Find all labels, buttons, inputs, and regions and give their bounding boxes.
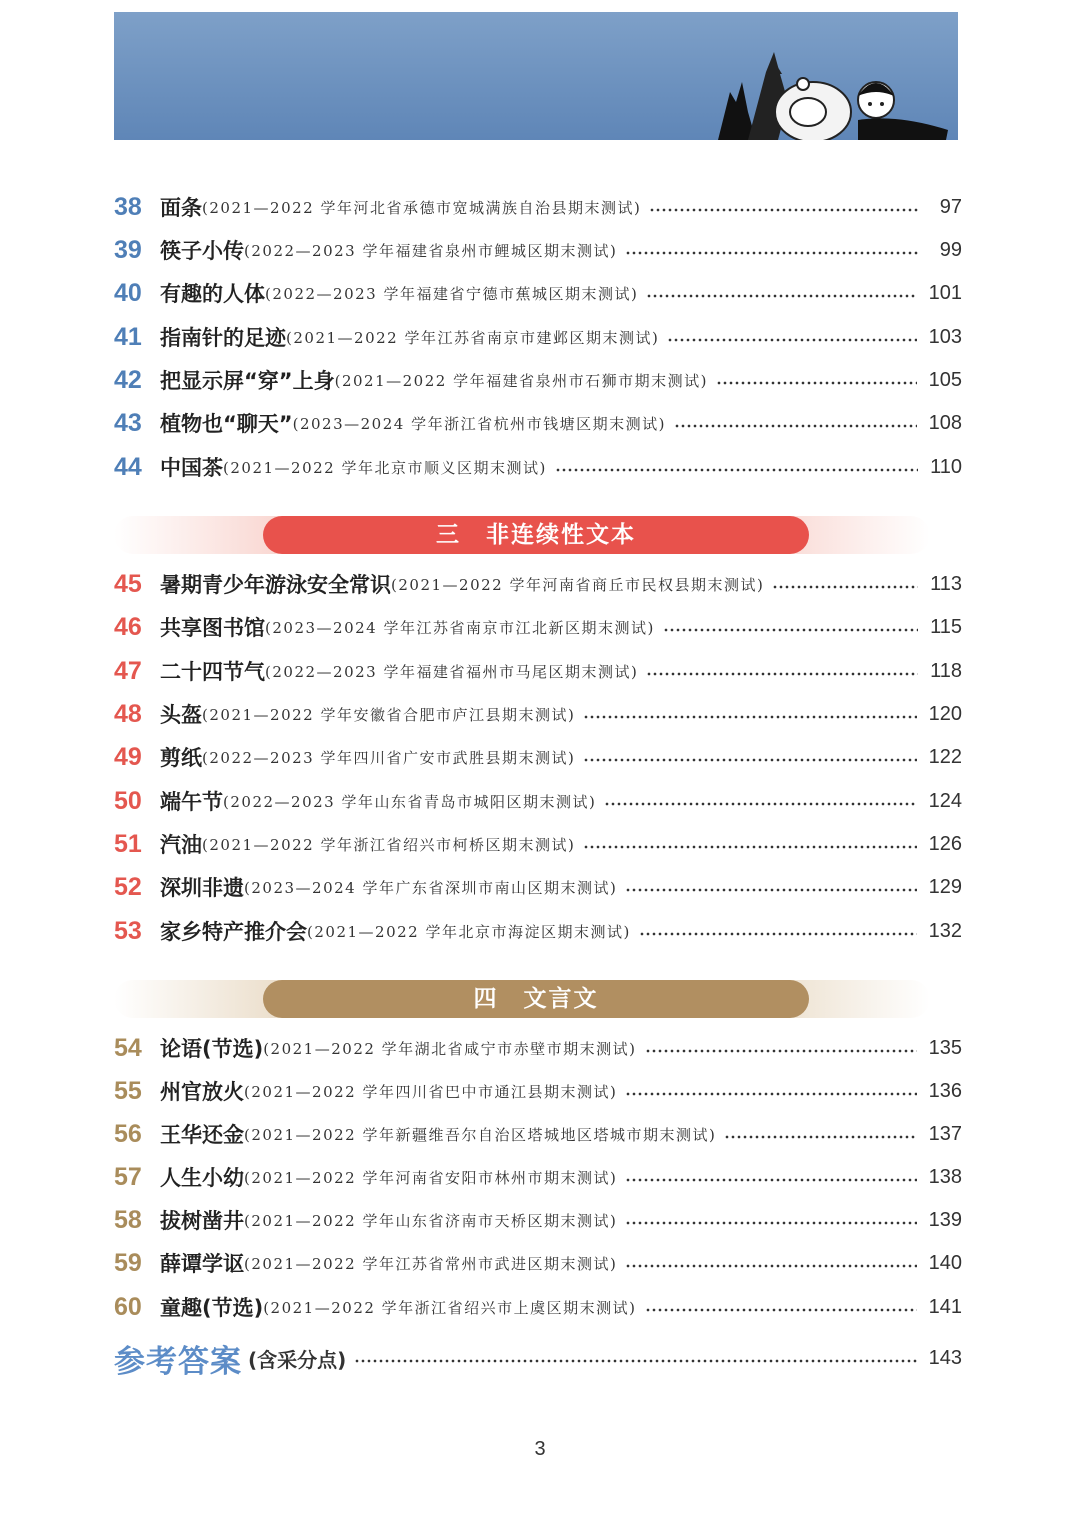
entry-title: 暑期青少年游泳安全常识 [160, 573, 391, 597]
entry-page: 132 [928, 919, 962, 942]
entry-title: 人生小幼 [160, 1166, 244, 1190]
entry-source: (2021—2022 学年安徽省合肥市庐江县期末测试) [202, 705, 576, 724]
entry-title: 共享图书馆 [160, 616, 265, 640]
entry-page: 99 [939, 238, 962, 261]
entry-title: 端午节 [160, 790, 223, 814]
entry-source: (2022—2023 学年福建省宁德市蕉城区期末测试) [265, 284, 639, 303]
leader-dots [772, 585, 918, 589]
entry-page: 105 [928, 368, 962, 391]
entry-number: 50 [114, 786, 142, 815]
entry-source: (2023—2024 学年浙江省杭州市钱塘区期末测试) [292, 414, 666, 433]
entry-title: 家乡特产推介会 [160, 920, 307, 944]
entry-page: 124 [928, 789, 962, 812]
leader-dots [645, 1308, 917, 1312]
entry-source: (2023—2024 学年江苏省南京市江北新区期末测试) [265, 618, 655, 637]
list-item[interactable] [114, 1074, 962, 1108]
entry-title: 论语(节选) [160, 1037, 264, 1061]
page-number: 3 [534, 1438, 546, 1460]
list-item[interactable] [114, 450, 962, 484]
entry-page: 115 [930, 615, 962, 638]
leader-dots [354, 1359, 916, 1363]
entry-number: 48 [114, 699, 142, 728]
leader-dots [583, 758, 916, 762]
leader-dots [663, 628, 918, 632]
answers-subtitle: (含采分点) [248, 1347, 347, 1372]
entry-page: 138 [928, 1165, 962, 1188]
entry-page: 120 [928, 702, 962, 725]
entry-number: 42 [114, 365, 142, 394]
entry-title: 薛谭学讴 [160, 1252, 244, 1276]
list-item[interactable] [114, 1290, 962, 1324]
entry-page: 110 [930, 455, 962, 478]
entry-number: 51 [114, 829, 142, 858]
entry-source: (2023—2024 学年广东省深圳市南山区期末测试) [244, 878, 618, 897]
entry-source: (2021—2022 学年福建省泉州市石狮市期末测试) [334, 371, 708, 390]
entry-title: 植物也“聊天” [160, 412, 293, 436]
list-item[interactable] [114, 1160, 962, 1194]
list-item[interactable] [114, 1246, 962, 1280]
leader-dots [645, 1049, 917, 1053]
entry-number: 59 [114, 1248, 142, 1277]
entry-title: 中国茶 [160, 456, 223, 480]
entry-title: 剪纸 [160, 746, 202, 770]
entry-source: (2022—2023 学年山东省青岛市城阳区期末测试) [223, 792, 597, 811]
entry-page: 122 [928, 745, 962, 768]
entry-page: 135 [928, 1036, 962, 1059]
list-item[interactable] [114, 190, 962, 224]
answers-title: 参考答案 [114, 1343, 242, 1380]
entry-source: (2021—2022 学年江苏省南京市建邺区期末测试) [286, 328, 660, 347]
list-item[interactable] [114, 1203, 962, 1237]
leader-dots [646, 294, 916, 298]
entry-page: 129 [928, 875, 962, 898]
entry-number: 47 [114, 656, 142, 685]
entry-number: 45 [114, 569, 142, 598]
list-item[interactable] [114, 654, 962, 688]
entry-number: 46 [114, 612, 142, 641]
list-item[interactable] [114, 784, 962, 818]
leader-dots [555, 468, 918, 472]
entry-number: 40 [114, 278, 142, 307]
entry-number: 52 [114, 872, 142, 901]
leader-dots [625, 251, 920, 255]
section-heading-bar [114, 980, 930, 1018]
entry-title: 汽油 [160, 833, 202, 857]
entry-page: 101 [928, 281, 962, 304]
leader-dots [649, 208, 920, 212]
answers-page: 143 [928, 1346, 962, 1369]
entry-number: 44 [114, 452, 142, 481]
leader-dots [674, 424, 917, 428]
entry-number: 57 [114, 1162, 142, 1191]
entry-number: 53 [114, 916, 142, 945]
entry-source: (2021—2022 学年江苏省常州市武进区期末测试) [244, 1254, 618, 1273]
entry-source: (2021—2022 学年河南省商丘市民权县期末测试) [391, 575, 765, 594]
entry-number: 58 [114, 1205, 142, 1234]
entry-source: (2022—2023 学年福建省福州市马尾区期末测试) [265, 662, 639, 681]
list-item[interactable] [114, 276, 962, 310]
entry-number: 43 [114, 408, 142, 437]
answers-entry[interactable] [114, 1336, 962, 1380]
leader-dots [724, 1135, 916, 1139]
entry-page: 136 [928, 1079, 962, 1102]
section-heading-bar [114, 516, 930, 554]
entry-page: 118 [930, 659, 962, 682]
leader-dots [667, 338, 916, 342]
entry-number: 41 [114, 322, 142, 351]
entry-page: 97 [939, 195, 962, 218]
entry-number: 49 [114, 742, 142, 771]
entry-title: 面条 [160, 196, 202, 220]
entry-title: 深圳非遗 [160, 876, 244, 900]
entry-source: (2021—2022 学年新疆维吾尔自治区塔城地区塔城市期末测试) [244, 1125, 717, 1144]
entry-source: (2021—2022 学年河北省承德市宽城满族自治县期末测试) [202, 198, 642, 217]
list-item[interactable] [114, 697, 962, 731]
entry-title: 把显示屏“穿”上身 [160, 369, 335, 393]
leader-dots [625, 1264, 916, 1268]
entry-source: (2022—2023 学年福建省泉州市鲤城区期末测试) [244, 241, 618, 260]
list-item[interactable] [114, 870, 962, 904]
list-item[interactable] [114, 914, 962, 948]
entry-number: 55 [114, 1076, 142, 1105]
leader-dots [625, 1221, 916, 1225]
list-item[interactable] [114, 363, 962, 397]
entry-page: 103 [928, 325, 962, 348]
entry-source: (2021—2022 学年浙江省绍兴市上虞区期末测试) [263, 1298, 637, 1317]
leader-dots [639, 932, 917, 936]
entry-source: (2021—2022 学年河南省安阳市林州市期末测试) [244, 1168, 618, 1187]
entry-page: 126 [928, 832, 962, 855]
leader-dots [646, 672, 918, 676]
entry-source: (2021—2022 学年北京市顺义区期末测试) [223, 458, 547, 477]
entry-source: (2021—2022 学年山东省济南市天桥区期末测试) [244, 1211, 618, 1230]
entry-page: 137 [928, 1122, 962, 1145]
entry-title: 拔树凿井 [160, 1209, 244, 1233]
leader-dots [716, 381, 917, 385]
entry-page: 113 [930, 572, 962, 595]
entry-number: 60 [114, 1292, 142, 1321]
entry-number: 39 [114, 235, 142, 264]
leader-dots [625, 888, 916, 892]
entry-number: 38 [114, 192, 142, 221]
entry-source: (2021—2022 学年浙江省绍兴市柯桥区期末测试) [202, 835, 576, 854]
entry-source: (2021—2022 学年湖北省咸宁市赤壁市期末测试) [263, 1039, 637, 1058]
list-item[interactable] [114, 1117, 962, 1151]
list-item[interactable] [114, 406, 962, 440]
list-item[interactable] [114, 827, 962, 861]
entry-title: 州官放火 [160, 1080, 244, 1104]
leader-dots [625, 1092, 916, 1096]
entry-title: 有趣的人体 [160, 282, 265, 306]
entry-page: 139 [928, 1208, 962, 1231]
entry-page: 108 [928, 411, 962, 434]
leader-dots [625, 1178, 916, 1182]
section-heading: 三 非连续性文本 [263, 516, 809, 554]
list-item[interactable] [114, 740, 962, 774]
list-item[interactable] [114, 1031, 962, 1065]
entry-page: 140 [928, 1251, 962, 1274]
entry-title: 二十四节气 [160, 660, 265, 684]
entry-title: 指南针的足迹 [160, 326, 286, 350]
entry-page: 141 [928, 1295, 962, 1318]
entry-source: (2022—2023 学年四川省广安市武胜县期末测试) [202, 748, 576, 767]
leader-dots [583, 845, 916, 849]
list-item[interactable] [114, 233, 962, 267]
list-item[interactable] [114, 610, 962, 644]
list-item[interactable] [114, 567, 962, 601]
entry-title: 头盔 [160, 703, 202, 727]
entry-title: 王华还金 [160, 1123, 244, 1147]
entry-number: 54 [114, 1033, 142, 1062]
leader-dots [583, 715, 916, 719]
entry-source: (2021—2022 学年北京市海淀区期末测试) [307, 922, 631, 941]
list-item[interactable] [114, 320, 962, 354]
section-heading: 四 文言文 [263, 980, 809, 1018]
entry-number: 56 [114, 1119, 142, 1148]
entry-title: 童趣(节选) [160, 1296, 264, 1320]
entry-source: (2021—2022 学年四川省巴中市通江县期末测试) [244, 1082, 618, 1101]
leader-dots [604, 802, 916, 806]
entry-title: 筷子小传 [160, 239, 244, 263]
